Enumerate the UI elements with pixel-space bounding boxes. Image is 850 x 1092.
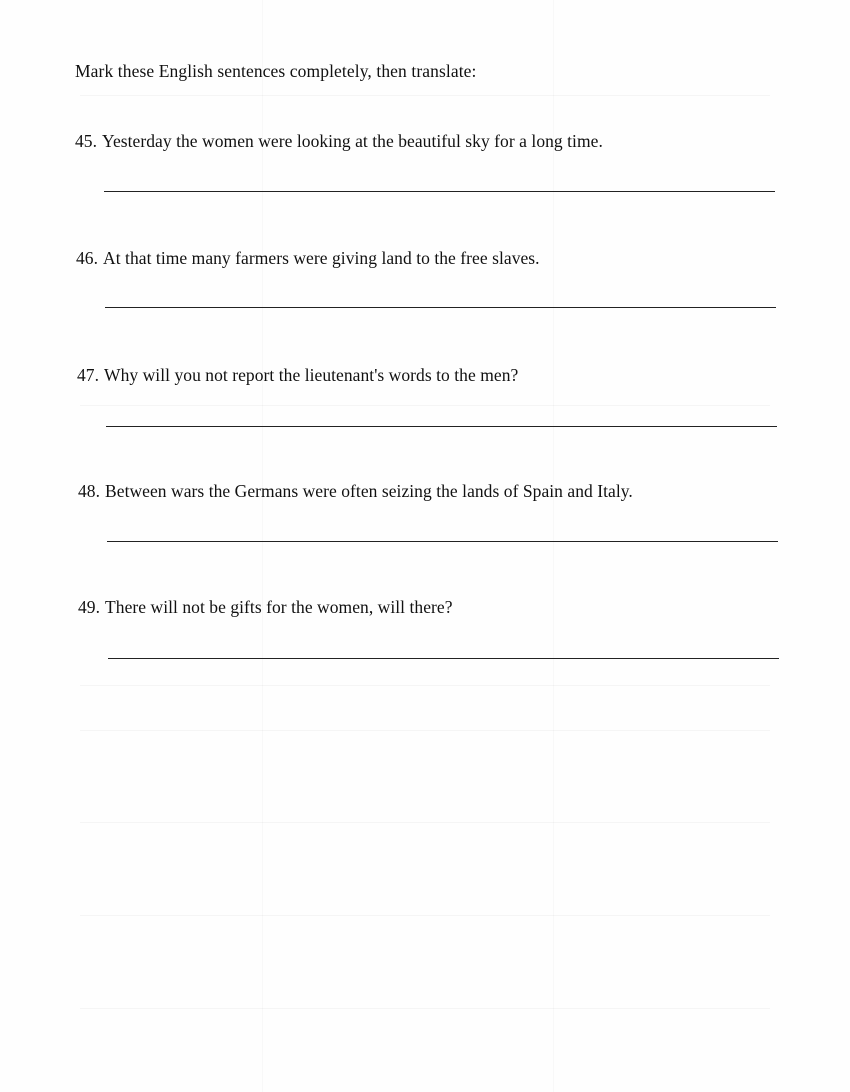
bleed-through-line	[80, 730, 770, 731]
question-text: Yesterday the women were looking at the beautiful sky for a long time.	[102, 131, 603, 151]
answer-line[interactable]	[108, 658, 779, 659]
bleed-through-line	[80, 685, 770, 686]
question-text: Why will you not report the lieutenant's words to the men?	[104, 365, 519, 385]
answer-line[interactable]	[105, 307, 776, 308]
bleed-through-line	[80, 1008, 770, 1009]
question-prompt	[76, 248, 540, 269]
bleed-through-line	[80, 405, 770, 406]
instructions-heading: Mark these English sentences completely, then translate:	[75, 61, 477, 81]
question-number: 49.	[78, 597, 101, 617]
question-prompt	[78, 597, 453, 618]
bleed-through-line	[553, 0, 554, 1092]
question-text: At that time many farmers were giving land to the free slaves.	[103, 248, 540, 268]
answer-line[interactable]	[106, 426, 777, 427]
question-number: 45.	[75, 131, 98, 151]
question-number: 47.	[77, 365, 100, 385]
question-text: Between wars the Germans were often seizing the lands of Spain and Italy.	[105, 481, 633, 501]
bleed-through-line	[80, 822, 770, 823]
answer-line[interactable]	[104, 191, 775, 192]
bleed-through-line	[80, 95, 770, 96]
bleed-through-line	[262, 0, 263, 1092]
bleed-through-line	[80, 915, 770, 916]
question-number: 46.	[76, 248, 99, 268]
question-prompt	[75, 131, 603, 152]
question-number: 48.	[78, 481, 101, 501]
question-text: There will not be gifts for the women, will there?	[105, 597, 453, 617]
answer-line[interactable]	[107, 541, 778, 542]
question-prompt	[78, 481, 633, 502]
question-prompt	[77, 365, 518, 386]
